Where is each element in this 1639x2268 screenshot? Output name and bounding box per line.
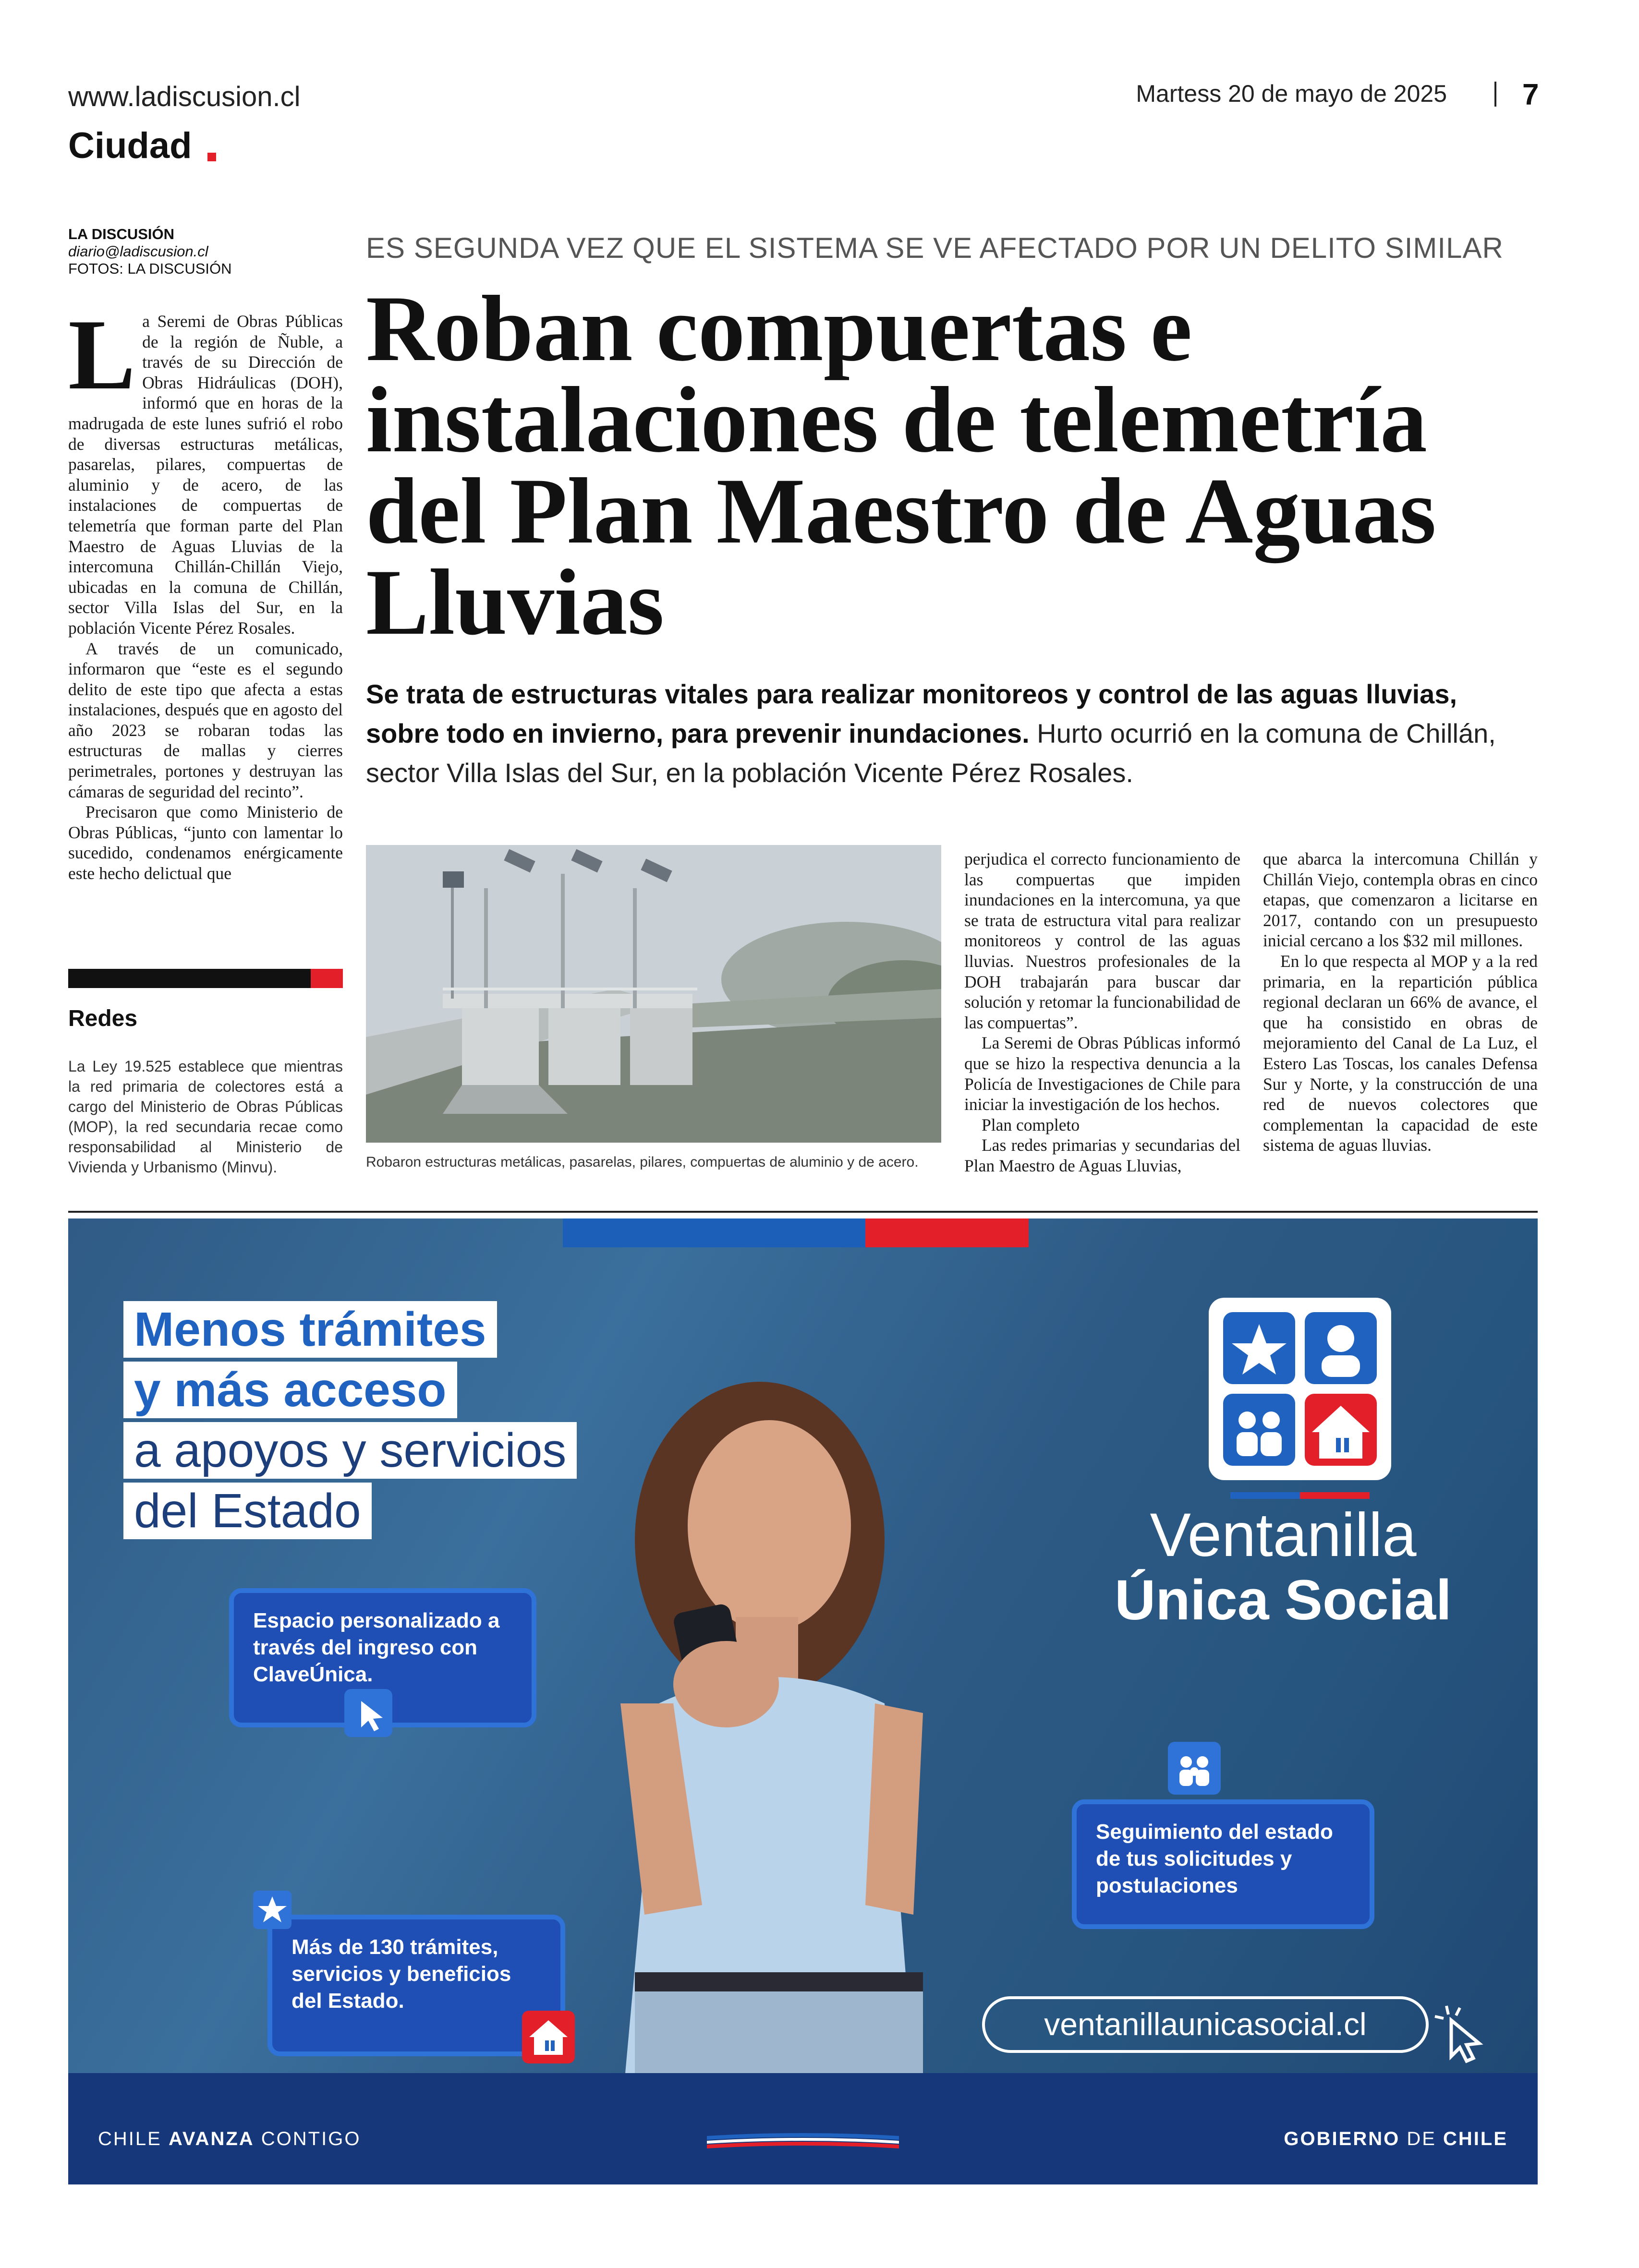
lede-rest: Hurto ocurrió en la comuna de Chillán, sector Villa Islas del Sur, en la población Vicente Pérez Rosales. [366, 718, 1496, 788]
site-url: www.ladiscusion.cl [68, 81, 301, 112]
government-part: DE [1400, 2128, 1443, 2149]
article-photo [366, 845, 941, 1143]
drop-cap: L [68, 299, 136, 410]
article-kicker: ES SEGUNDA VEZ QUE EL SISTEMA SE VE AFECTADO POR UN DELITO SIMILAR [366, 232, 1504, 264]
ad-footer-government [1284, 2128, 1508, 2150]
paragraph: Las redes primarias y secundarias del Plan Maestro de Aguas Lluvias, [964, 1135, 1240, 1175]
photo-caption: Robaron estructuras metálicas, pasarelas, pilares, compuertas de aluminio y de acero. [366, 1154, 919, 1170]
section-title: Ciudad [68, 125, 192, 166]
ad-footer-slogan [98, 2128, 361, 2150]
sidebar-text: La Ley 19.525 establece que mientras la red primaria de colectores está a cargo del Ministerio de Obras Públicas (MOP), la red secundaria recae como responsabilidad al Ministerio de Vivienda y Urbanismo (Minvu). [68, 1058, 343, 1176]
article-headline: Roban compuertas e instalaciones de telemetría del Plan Maestro de Aguas Lluvias [366, 277, 1436, 654]
article-lede [366, 675, 1538, 793]
family-icon [1223, 1394, 1295, 1466]
subheading: Plan completo [982, 1115, 1080, 1134]
home-icon [522, 2011, 575, 2063]
slogan-part: CHILE [98, 2128, 169, 2149]
paragraph: perjudica el correcto funcionamiento de las compuertas que impiden inundaciones en la intercomuna, ya que se trata de estructura vital para realizar monitoreos y control de las aguas lluvias. Nuestros profesionales de la DOH trabajarán para buscar dar solución y retomar la funcionabilidad de las compuertas”. [964, 849, 1240, 1032]
ad-feature-text: Más de 130 trámites, servicios y beneficios del Estado. [291, 1935, 511, 2013]
byline-outlet: LA DISCUSIÓN [68, 226, 175, 242]
paragraph: En lo que respecta al MOP y a la red primaria, en la repartición pública regional declaran un 66% de avance, el que ha consistido en obras de mejoramiento del Canal de La Luz, el Estero Las Toscas, los canales Defensa Sur y Norte, y la construcción de una red de nuevos colectores que complementan la capacidad de este sistema de aguas lluvias. [1263, 951, 1538, 1155]
article-column-3 [964, 849, 1240, 1176]
page-number: 7 [1522, 78, 1539, 111]
ad-feature-box-login [229, 1588, 536, 1727]
cursor-icon [344, 1689, 392, 1737]
paragraph: Precisaron que como Ministerio de Obras Públicas, “junto con lamentar lo sucedido, condenamos enérgicamente este hecho delictual que [68, 802, 343, 883]
sidebar-rule-accent [311, 969, 343, 988]
byline-email: diario@ladiscusion.cl [68, 243, 208, 260]
paragraph: que abarca la intercomuna Chillán y Chillán Viejo, contempla obras en cinco etapas, que comenzaron a licitarse en 2017, contando con un presupuesto inicial cercano a los $32 mil millones. [1263, 849, 1538, 951]
article-bottom-rule [68, 1211, 1538, 1213]
star-icon [253, 1891, 291, 1929]
cursor-icon [1432, 2001, 1490, 2063]
ad-brand-line-2: Única Social [1115, 1568, 1452, 1632]
paragraph: La Seremi de Obras Públicas informó que se hizo la respectiva denuncia a la Policía de Investigaciones de Chile para iniciar la investigación de los hechos. [964, 1033, 1240, 1114]
sidebar-title: Redes [68, 1006, 138, 1031]
government-part: GOBIERNO [1284, 2128, 1400, 2149]
ad-top-strip-red [865, 1218, 1029, 1247]
ad-feature-box-tracking [1072, 1799, 1374, 1929]
issue-date: Martess 20 de mayo de 2025 [1136, 80, 1447, 107]
ad-person-illustration [500, 1339, 1077, 2073]
article-column-1 [68, 299, 343, 884]
header-divider [1494, 82, 1496, 107]
slogan-part: AVANZA [168, 2128, 255, 2149]
slogan-part: CONTIGO [254, 2128, 361, 2149]
byline-photos: FOTOS: LA DISCUSIÓN [68, 260, 232, 277]
ad-url: ventanillaunicasocial.cl [982, 1996, 1429, 2053]
ad-logo [1209, 1298, 1391, 1480]
ad-feature-text: Espacio personalizado a través del ingreso con ClaveÚnica. [253, 1609, 500, 1686]
ad-title-line-4: del Estado [123, 1483, 372, 1539]
ad-feature-box-services [267, 1915, 565, 2056]
ad-title-line-2: y más acceso [123, 1362, 457, 1418]
advertisement [68, 1218, 1538, 2184]
article-column-4 [1263, 849, 1538, 1156]
lede-bold: Se trata de estructuras vitales para realizar monitoreos y control de las aguas lluvias, sobre todo en invierno, para prevenir inundaciones. [366, 679, 1457, 748]
ad-top-strip-blue [563, 1218, 865, 1247]
ad-logo-underline [1230, 1492, 1370, 1499]
ad-brand [1101, 1502, 1466, 1631]
paragraph: a Seremi de Obras Públicas de la región de Ñuble, a través de su Dirección de Obras Hidráulicas (DOH), informó que en horas de la madrugada de este lunes sufrió el robo de diversas estructuras metálicas, pasarelas, pilares, compuertas de aluminio y de acero, de las instalaciones de compuertas de telemetría que forman parte del Plan Maestro de Aguas Lluvias de la intercomuna Chillán-Chillán Viejo, ubicadas en la comuna de Chillán, sector Villa Islas del Sur, en la población Vicente Pérez Rosales. [68, 312, 343, 638]
ad-footer-flag-stripe [707, 2133, 899, 2150]
photo-illustration [366, 845, 941, 1143]
ad-brand-line-1: Ventanilla [1150, 1501, 1417, 1569]
ad-title-line-3: a apoyos y servicios [123, 1422, 577, 1479]
ad-title-line-1: Menos trámites [123, 1301, 497, 1358]
paragraph: A través de un comunicado, informaron que “este es el segundo delito de este tipo que afecta a estas instalaciones, después que en agosto del año 2023 se robaran todas las estructuras de mallas y cierres perimetrales, portones y destruyan las cámaras de seguridad del recinto”. [68, 639, 343, 801]
byline [68, 226, 337, 277]
government-part: CHILE [1443, 2128, 1508, 2149]
sidebar-rule [68, 969, 311, 988]
family-icon [1168, 1742, 1221, 1795]
ad-logo-grid [1209, 1298, 1391, 1480]
section-accent-dot [207, 153, 216, 161]
ad-feature-text: Seguimiento del estado de tus solicitudes y postulaciones [1096, 1820, 1333, 1897]
